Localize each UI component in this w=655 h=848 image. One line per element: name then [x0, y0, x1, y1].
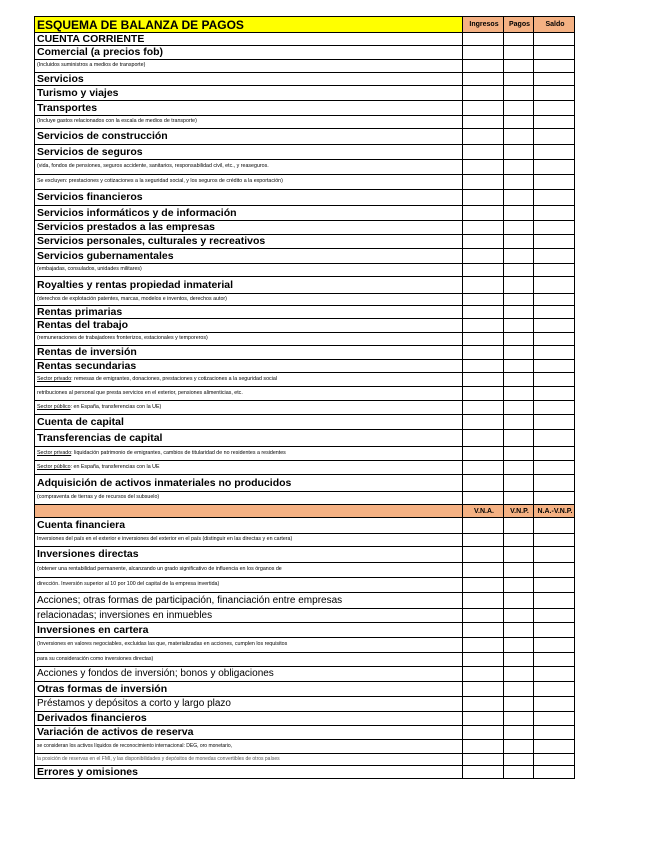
value-cell — [534, 206, 575, 221]
col-vna-header: V.N.A. — [463, 505, 504, 518]
value-cell — [534, 609, 575, 623]
table-row — [35, 33, 575, 46]
table-row — [35, 534, 575, 547]
value-cell — [504, 33, 534, 46]
value-cell — [534, 547, 575, 563]
value-cell — [504, 401, 534, 415]
sector-privado-label: Sector privado — [37, 375, 72, 382]
note-inv-directas-2: dirección. Inversión superior al 10 por 100 del capital de la empresa invertida) — [35, 578, 463, 593]
value-cell — [504, 712, 534, 726]
row-transf-capital: Transferencias de capital — [35, 430, 463, 447]
table-row — [35, 264, 575, 277]
note-rs-privado: Sector privado: remesas de emigrantes, donaciones, prestaciones y cotizaciones a la seguridad social — [35, 373, 463, 387]
value-cell — [504, 116, 534, 129]
note-reserva-2: la posición de reservas en el FMI, y las disponibilidades y depósitos de monedas convertibles de otros países — [35, 754, 463, 766]
row-gubernamentales: Servicios gubernamentales — [35, 249, 463, 264]
value-cell — [504, 578, 534, 593]
value-cell — [504, 754, 534, 766]
value-cell — [463, 175, 504, 190]
value-cell — [534, 333, 575, 346]
note-inv-directas-1: (obtener una rentabilidad permanente, alcanzando un grado significativo de influencia en los órganos de — [35, 563, 463, 578]
value-cell — [534, 145, 575, 160]
value-cell — [504, 360, 534, 373]
section-servicios: Servicios — [35, 73, 463, 86]
table-row — [35, 360, 575, 373]
row-variacion: Variación de activos de reserva — [35, 726, 463, 740]
value-cell — [463, 264, 504, 277]
value-cell — [463, 401, 504, 415]
value-cell — [463, 46, 504, 60]
value-cell — [463, 294, 504, 306]
value-cell — [534, 667, 575, 682]
note-tc-publico: Sector público: en España, transferencias con la UE — [35, 461, 463, 475]
value-cell — [504, 101, 534, 116]
balance-of-payments-table — [34, 16, 575, 779]
table-row — [35, 221, 575, 235]
note-transportes: (Incluye gastos relacionados con la escala de medios de transporte) — [35, 116, 463, 129]
value-cell — [504, 682, 534, 697]
value-cell — [504, 609, 534, 623]
table-row — [35, 667, 575, 682]
col-saldo-header: Saldo — [534, 17, 575, 33]
value-cell — [504, 740, 534, 754]
row-rentas-inversion: Rentas de inversión — [35, 346, 463, 360]
value-cell — [504, 221, 534, 235]
note-rs-privado-2: retribuciones al personal que presta servicios en el exterior, pensiones alimenticias, etc. — [35, 387, 463, 401]
value-cell — [534, 563, 575, 578]
value-cell — [534, 518, 575, 534]
value-cell — [534, 249, 575, 264]
value-cell — [534, 60, 575, 73]
value-cell — [504, 697, 534, 712]
value-cell — [463, 415, 504, 430]
value-cell — [534, 653, 575, 667]
value-cell — [534, 86, 575, 101]
note-inv-cartera-2: para su consideración como inversiones directas) — [35, 653, 463, 667]
value-cell — [534, 101, 575, 116]
value-cell — [463, 609, 504, 623]
value-cell — [463, 360, 504, 373]
value-cell — [463, 623, 504, 638]
table-row — [35, 578, 575, 593]
value-cell — [534, 697, 575, 712]
value-cell — [504, 333, 534, 346]
value-cell — [504, 726, 534, 740]
row-financieros: Servicios financieros — [35, 190, 463, 206]
financial-header-row — [35, 505, 575, 518]
value-cell — [504, 461, 534, 475]
table-row — [35, 461, 575, 475]
section-errores: Errores y omisiones — [35, 766, 463, 779]
value-cell — [534, 73, 575, 86]
value-cell — [534, 726, 575, 740]
value-cell — [504, 129, 534, 145]
row-personales: Servicios personales, culturales y recreativos — [35, 235, 463, 249]
value-cell — [463, 206, 504, 221]
value-cell — [504, 264, 534, 277]
value-cell — [463, 578, 504, 593]
value-cell — [534, 277, 575, 294]
table-row — [35, 401, 575, 415]
row-empresas: Servicios prestados a las empresas — [35, 221, 463, 235]
note-adquisicion: (compraventa de tierras y de recursos del subsuelo) — [35, 492, 463, 505]
value-cell — [463, 563, 504, 578]
table-row — [35, 249, 575, 264]
value-cell — [534, 415, 575, 430]
value-cell — [463, 86, 504, 101]
value-cell — [534, 492, 575, 505]
table-title: ESQUEMA DE BALANZA DE PAGOS — [35, 17, 463, 33]
value-cell — [504, 160, 534, 175]
value-cell — [463, 461, 504, 475]
row-otras-formas: Otras formas de inversión — [35, 682, 463, 697]
row-seguros: Servicios de seguros — [35, 145, 463, 160]
row-inv-directas: Inversiones directas — [35, 547, 463, 563]
value-cell — [534, 401, 575, 415]
row-acciones-otras-1: Acciones; otras formas de participación, financiación entre empresas — [35, 593, 463, 609]
table-row — [35, 60, 575, 73]
row-royalties: Royalties y rentas propiedad inmaterial — [35, 277, 463, 294]
table-row — [35, 740, 575, 754]
value-cell — [463, 534, 504, 547]
note-seguros-2: Se excluyen: prestaciones y cotizaciones a la seguridad social, y los seguros de crédito a la exportación) — [35, 175, 463, 190]
table-row — [35, 593, 575, 609]
value-cell — [504, 206, 534, 221]
note-tc-privado: Sector privado: liquidación patrimonio de emigrantes, cambios de titularidad de no residentes a residentes — [35, 447, 463, 461]
value-cell — [504, 475, 534, 492]
value-cell — [534, 346, 575, 360]
table-row — [35, 682, 575, 697]
value-cell — [534, 306, 575, 319]
value-cell — [463, 346, 504, 360]
row-prestamos: Préstamos y depósitos a corto y largo plazo — [35, 697, 463, 712]
value-cell — [534, 623, 575, 638]
value-cell — [463, 160, 504, 175]
value-cell — [504, 638, 534, 653]
row-informaticos: Servicios informáticos y de información — [35, 206, 463, 221]
table-row — [35, 235, 575, 249]
value-cell — [463, 333, 504, 346]
value-cell — [504, 518, 534, 534]
row-acciones-otras-2: relacionadas; inversiones en inmuebles — [35, 609, 463, 623]
value-cell — [463, 73, 504, 86]
value-cell — [534, 33, 575, 46]
note-cuenta-financiera: Inversiones del país en el exterior e inversiones del exterior en el país (distinguir en las directas y en cartera) — [35, 534, 463, 547]
table-row — [35, 145, 575, 160]
note-comercial: (Incluidos suministros a medios de transporte) — [35, 60, 463, 73]
table-row — [35, 653, 575, 667]
table-row — [35, 609, 575, 623]
value-cell — [504, 60, 534, 73]
table-row — [35, 563, 575, 578]
table-row — [35, 547, 575, 563]
table-row — [35, 712, 575, 726]
value-cell — [534, 294, 575, 306]
value-cell — [534, 190, 575, 206]
value-cell — [504, 306, 534, 319]
table-row — [35, 726, 575, 740]
value-cell — [504, 319, 534, 333]
table-row — [35, 306, 575, 319]
row-transportes: Transportes — [35, 101, 463, 116]
value-cell — [504, 190, 534, 206]
value-cell — [463, 638, 504, 653]
value-cell — [504, 346, 534, 360]
row-adquisicion: Adquisición de activos inmateriales no producidos — [35, 475, 463, 492]
value-cell — [534, 387, 575, 401]
value-cell — [534, 638, 575, 653]
table-row — [35, 206, 575, 221]
value-cell — [504, 145, 534, 160]
value-cell — [504, 235, 534, 249]
row-construccion: Servicios de construcción — [35, 129, 463, 145]
value-cell — [534, 740, 575, 754]
value-cell — [463, 697, 504, 712]
value-cell — [534, 129, 575, 145]
table-row — [35, 116, 575, 129]
value-cell — [504, 593, 534, 609]
value-cell — [504, 547, 534, 563]
table-row — [35, 160, 575, 175]
value-cell — [463, 593, 504, 609]
table-row — [35, 766, 575, 779]
table-row — [35, 129, 575, 145]
note-rentas-trabajo: (remuneraciones de trabajadores fronterizos, estacionales y temporeros) — [35, 333, 463, 346]
value-cell — [504, 73, 534, 86]
note-rs-publico: Sector público: en España, transferencias con la UE) — [35, 401, 463, 415]
row-turismo: Turismo y viajes — [35, 86, 463, 101]
tc-sector-privado-label: Sector privado — [37, 449, 72, 456]
value-cell — [504, 667, 534, 682]
value-cell — [504, 387, 534, 401]
value-cell — [463, 518, 504, 534]
value-cell — [534, 319, 575, 333]
table-row — [35, 319, 575, 333]
table-row — [35, 430, 575, 447]
value-cell — [534, 712, 575, 726]
col-ingresos-header: Ingresos — [463, 17, 504, 33]
value-cell — [534, 175, 575, 190]
value-cell — [463, 116, 504, 129]
section-cuenta-financiera: Cuenta financiera — [35, 518, 463, 534]
note-inv-cartera-1: (Inversiones en valores negociables, excluidas las que, materializadas en acciones, cumplen los requisitos — [35, 638, 463, 653]
header-row — [35, 17, 575, 33]
table-row — [35, 623, 575, 638]
row-derivados: Derivados financieros — [35, 712, 463, 726]
table-row — [35, 175, 575, 190]
col-diff-header: N.A.-V.N.P. — [534, 505, 575, 518]
table-row — [35, 277, 575, 294]
value-cell — [463, 430, 504, 447]
note-royalties: (derechos de explotación patentes, marcas, modelos e inventos, derechos autor) — [35, 294, 463, 306]
value-cell — [463, 492, 504, 505]
row-rentas-trabajo: Rentas del trabajo — [35, 319, 463, 333]
col-vnp-header: V.N.P. — [504, 505, 534, 518]
value-cell — [534, 221, 575, 235]
value-cell — [463, 766, 504, 779]
value-cell — [504, 534, 534, 547]
value-cell — [504, 415, 534, 430]
value-cell — [504, 430, 534, 447]
value-cell — [463, 277, 504, 294]
value-cell — [504, 492, 534, 505]
table-row — [35, 101, 575, 116]
value-cell — [463, 712, 504, 726]
table-row — [35, 475, 575, 492]
table-row — [35, 86, 575, 101]
value-cell — [534, 766, 575, 779]
table-row — [35, 754, 575, 766]
table-row — [35, 492, 575, 505]
value-cell — [504, 175, 534, 190]
value-cell — [463, 447, 504, 461]
value-cell — [463, 249, 504, 264]
value-cell — [463, 235, 504, 249]
value-cell — [504, 249, 534, 264]
value-cell — [463, 726, 504, 740]
value-cell — [463, 221, 504, 235]
table-row — [35, 73, 575, 86]
value-cell — [504, 623, 534, 638]
section-rentas-primarias: Rentas primarias — [35, 306, 463, 319]
table-row — [35, 46, 575, 60]
value-cell — [534, 447, 575, 461]
value-cell — [504, 46, 534, 60]
value-cell — [463, 190, 504, 206]
value-cell — [534, 461, 575, 475]
value-cell — [463, 387, 504, 401]
value-cell — [504, 373, 534, 387]
value-cell — [534, 373, 575, 387]
value-cell — [463, 653, 504, 667]
value-cell — [504, 86, 534, 101]
note-reserva-1: se consideran los activos líquidos de reconocimiento internacional: DEG, oro monetario, — [35, 740, 463, 754]
value-cell — [463, 60, 504, 73]
table-row — [35, 697, 575, 712]
table-row — [35, 387, 575, 401]
value-cell — [534, 534, 575, 547]
table-row — [35, 518, 575, 534]
value-cell — [463, 682, 504, 697]
table-row — [35, 638, 575, 653]
table-row — [35, 294, 575, 306]
value-cell — [534, 475, 575, 492]
value-cell — [504, 766, 534, 779]
value-cell — [463, 33, 504, 46]
section-rentas-secundarias: Rentas secundarias — [35, 360, 463, 373]
table-row — [35, 447, 575, 461]
value-cell — [463, 667, 504, 682]
value-cell — [504, 447, 534, 461]
value-cell — [534, 46, 575, 60]
table-row — [35, 190, 575, 206]
financial-header-spacer — [35, 505, 463, 518]
sector-publico-label: Sector público — [37, 403, 71, 410]
value-cell — [463, 547, 504, 563]
table-row — [35, 415, 575, 430]
section-cuenta-capital: Cuenta de capital — [35, 415, 463, 430]
value-cell — [534, 754, 575, 766]
value-cell — [534, 264, 575, 277]
value-cell — [463, 740, 504, 754]
value-cell — [463, 754, 504, 766]
tc-sector-publico-label: Sector público — [37, 463, 71, 470]
value-cell — [504, 653, 534, 667]
value-cell — [504, 294, 534, 306]
section-cuenta-corriente: CUENTA CORRIENTE — [35, 33, 463, 46]
value-cell — [534, 430, 575, 447]
value-cell — [463, 101, 504, 116]
value-cell — [504, 277, 534, 294]
table-row — [35, 373, 575, 387]
value-cell — [463, 306, 504, 319]
row-acciones-fondos: Acciones y fondos de inversión; bonos y obligaciones — [35, 667, 463, 682]
value-cell — [463, 145, 504, 160]
value-cell — [534, 682, 575, 697]
value-cell — [463, 475, 504, 492]
value-cell — [463, 319, 504, 333]
table-row — [35, 346, 575, 360]
value-cell — [534, 578, 575, 593]
row-inv-cartera: Inversiones en cartera — [35, 623, 463, 638]
col-pagos-header: Pagos — [504, 17, 534, 33]
value-cell — [534, 116, 575, 129]
value-cell — [534, 160, 575, 175]
value-cell — [463, 129, 504, 145]
note-seguros-1: (vida, fondos de pensiones, seguros accidente, sanitarios, responsabilidad civil, etc., y reaseguros. — [35, 160, 463, 175]
value-cell — [534, 360, 575, 373]
value-cell — [534, 235, 575, 249]
value-cell — [504, 563, 534, 578]
row-comercial: Comercial (a precios fob) — [35, 46, 463, 60]
value-cell — [463, 373, 504, 387]
value-cell — [534, 593, 575, 609]
table-row — [35, 333, 575, 346]
note-gubernamentales: (embajadas, consulados, unidades militares) — [35, 264, 463, 277]
